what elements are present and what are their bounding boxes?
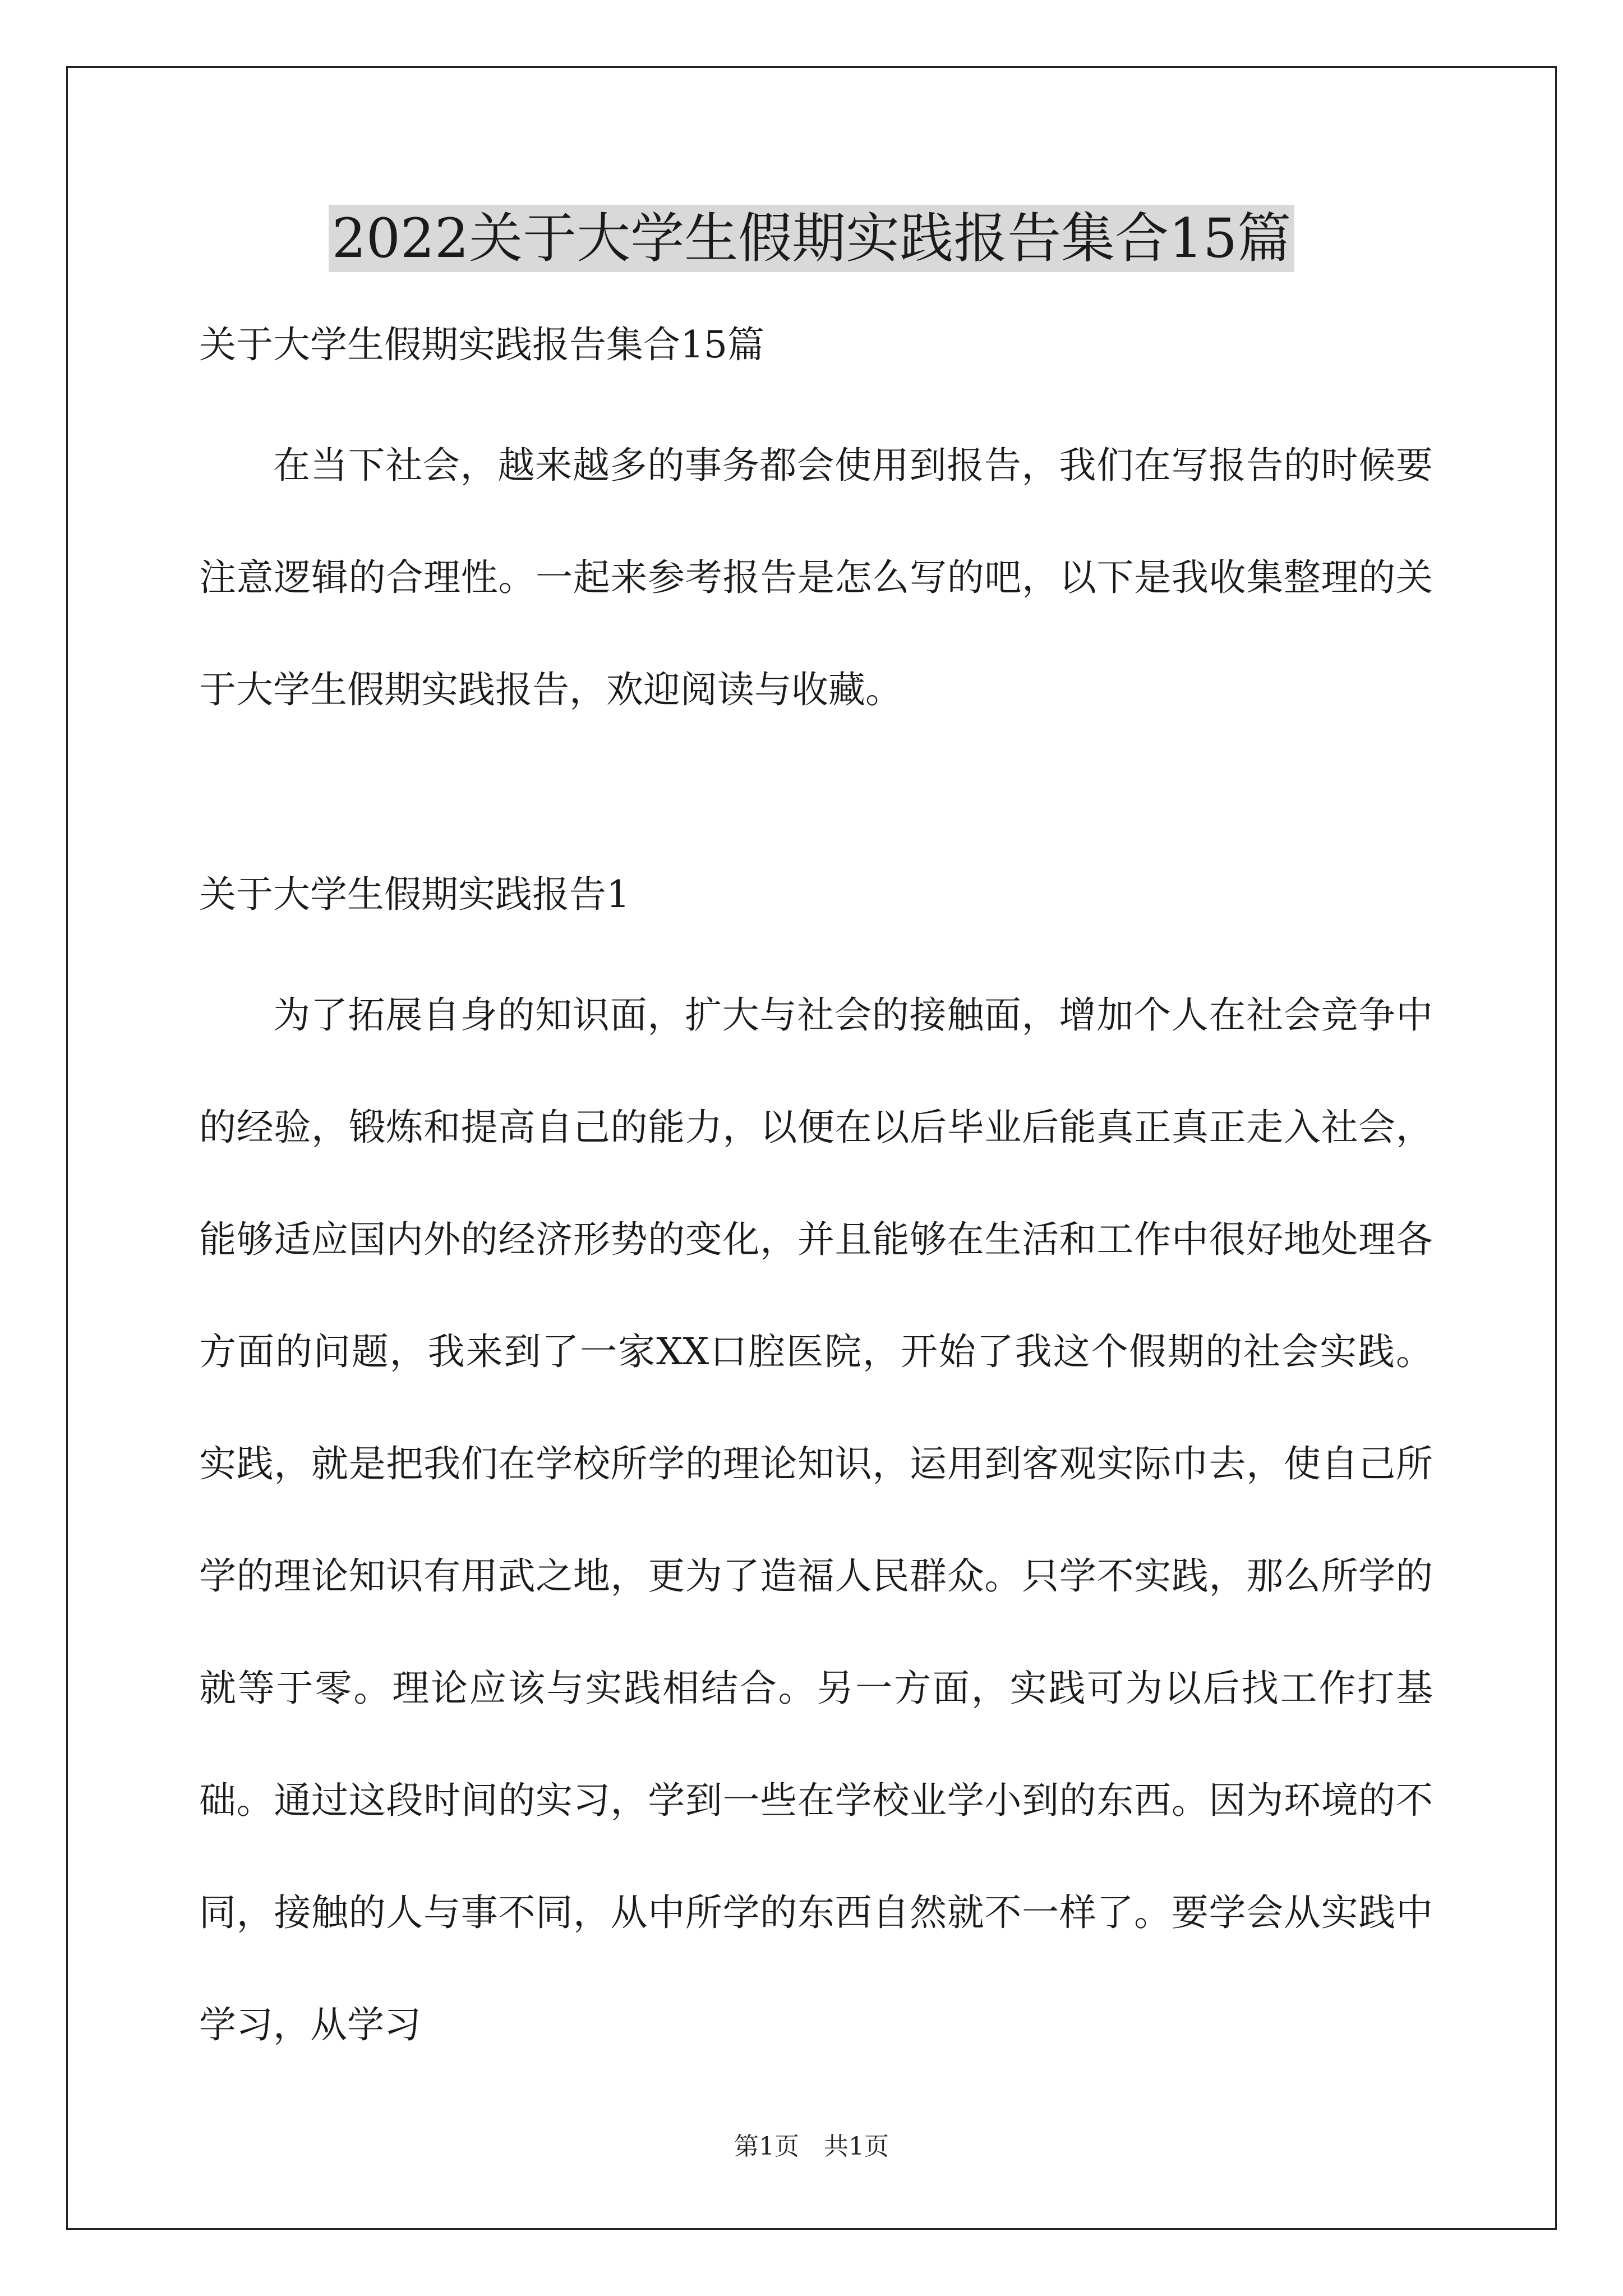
intro-paragraph: 在当下社会，越来越多的事务都会使用到报告，我们在写报告的时候要注意逻辑的合理性。一起来参考报告是怎么写的吧，以下是我收集整理的关于大学生假期实践报告，欢迎阅读与收藏。 xyxy=(199,444,1433,711)
document-subtitle: 关于大学生假期实践报告集合15篇 xyxy=(199,323,764,366)
document-title-text: 2022关于大学生假期实践报告集合15篇 xyxy=(329,205,1294,272)
page-footer: 第1页 共1页 xyxy=(734,2132,889,2161)
document-body xyxy=(199,303,1433,2081)
document-title xyxy=(0,202,1623,275)
section-heading: 关于大学生假期实践报告1 xyxy=(199,873,630,916)
body-paragraph: 为了拓展自身的知识面，扩大与社会的接触面，增加个人在社会竞争中的经验，锻炼和提高自己的能力，以便在以后毕业后能真正真正走入社会，能够适应国内外的经济形势的变化，并且能够在生活和工作中很好地处理各方面的问题，我来到了一家XX口腔医院，开始了我这个假期的社会实践。实践，就是把我们在学校所学的理论知识，运用到客观实际巾去，使自己所学的理论知识有用武之地，更为了造福人民群众。只学不实践，那么所学的就等于零。理论应该与实践相结合。另一方面，实践可为以后找工作打基础。通过这段时间的实习，学到一些在学校业学小到的东西。因为环境的不同，接触的人与事不同，从中所学的东西自然就不一样了。要学会从实践中学习，从学习 xyxy=(199,993,1433,2046)
